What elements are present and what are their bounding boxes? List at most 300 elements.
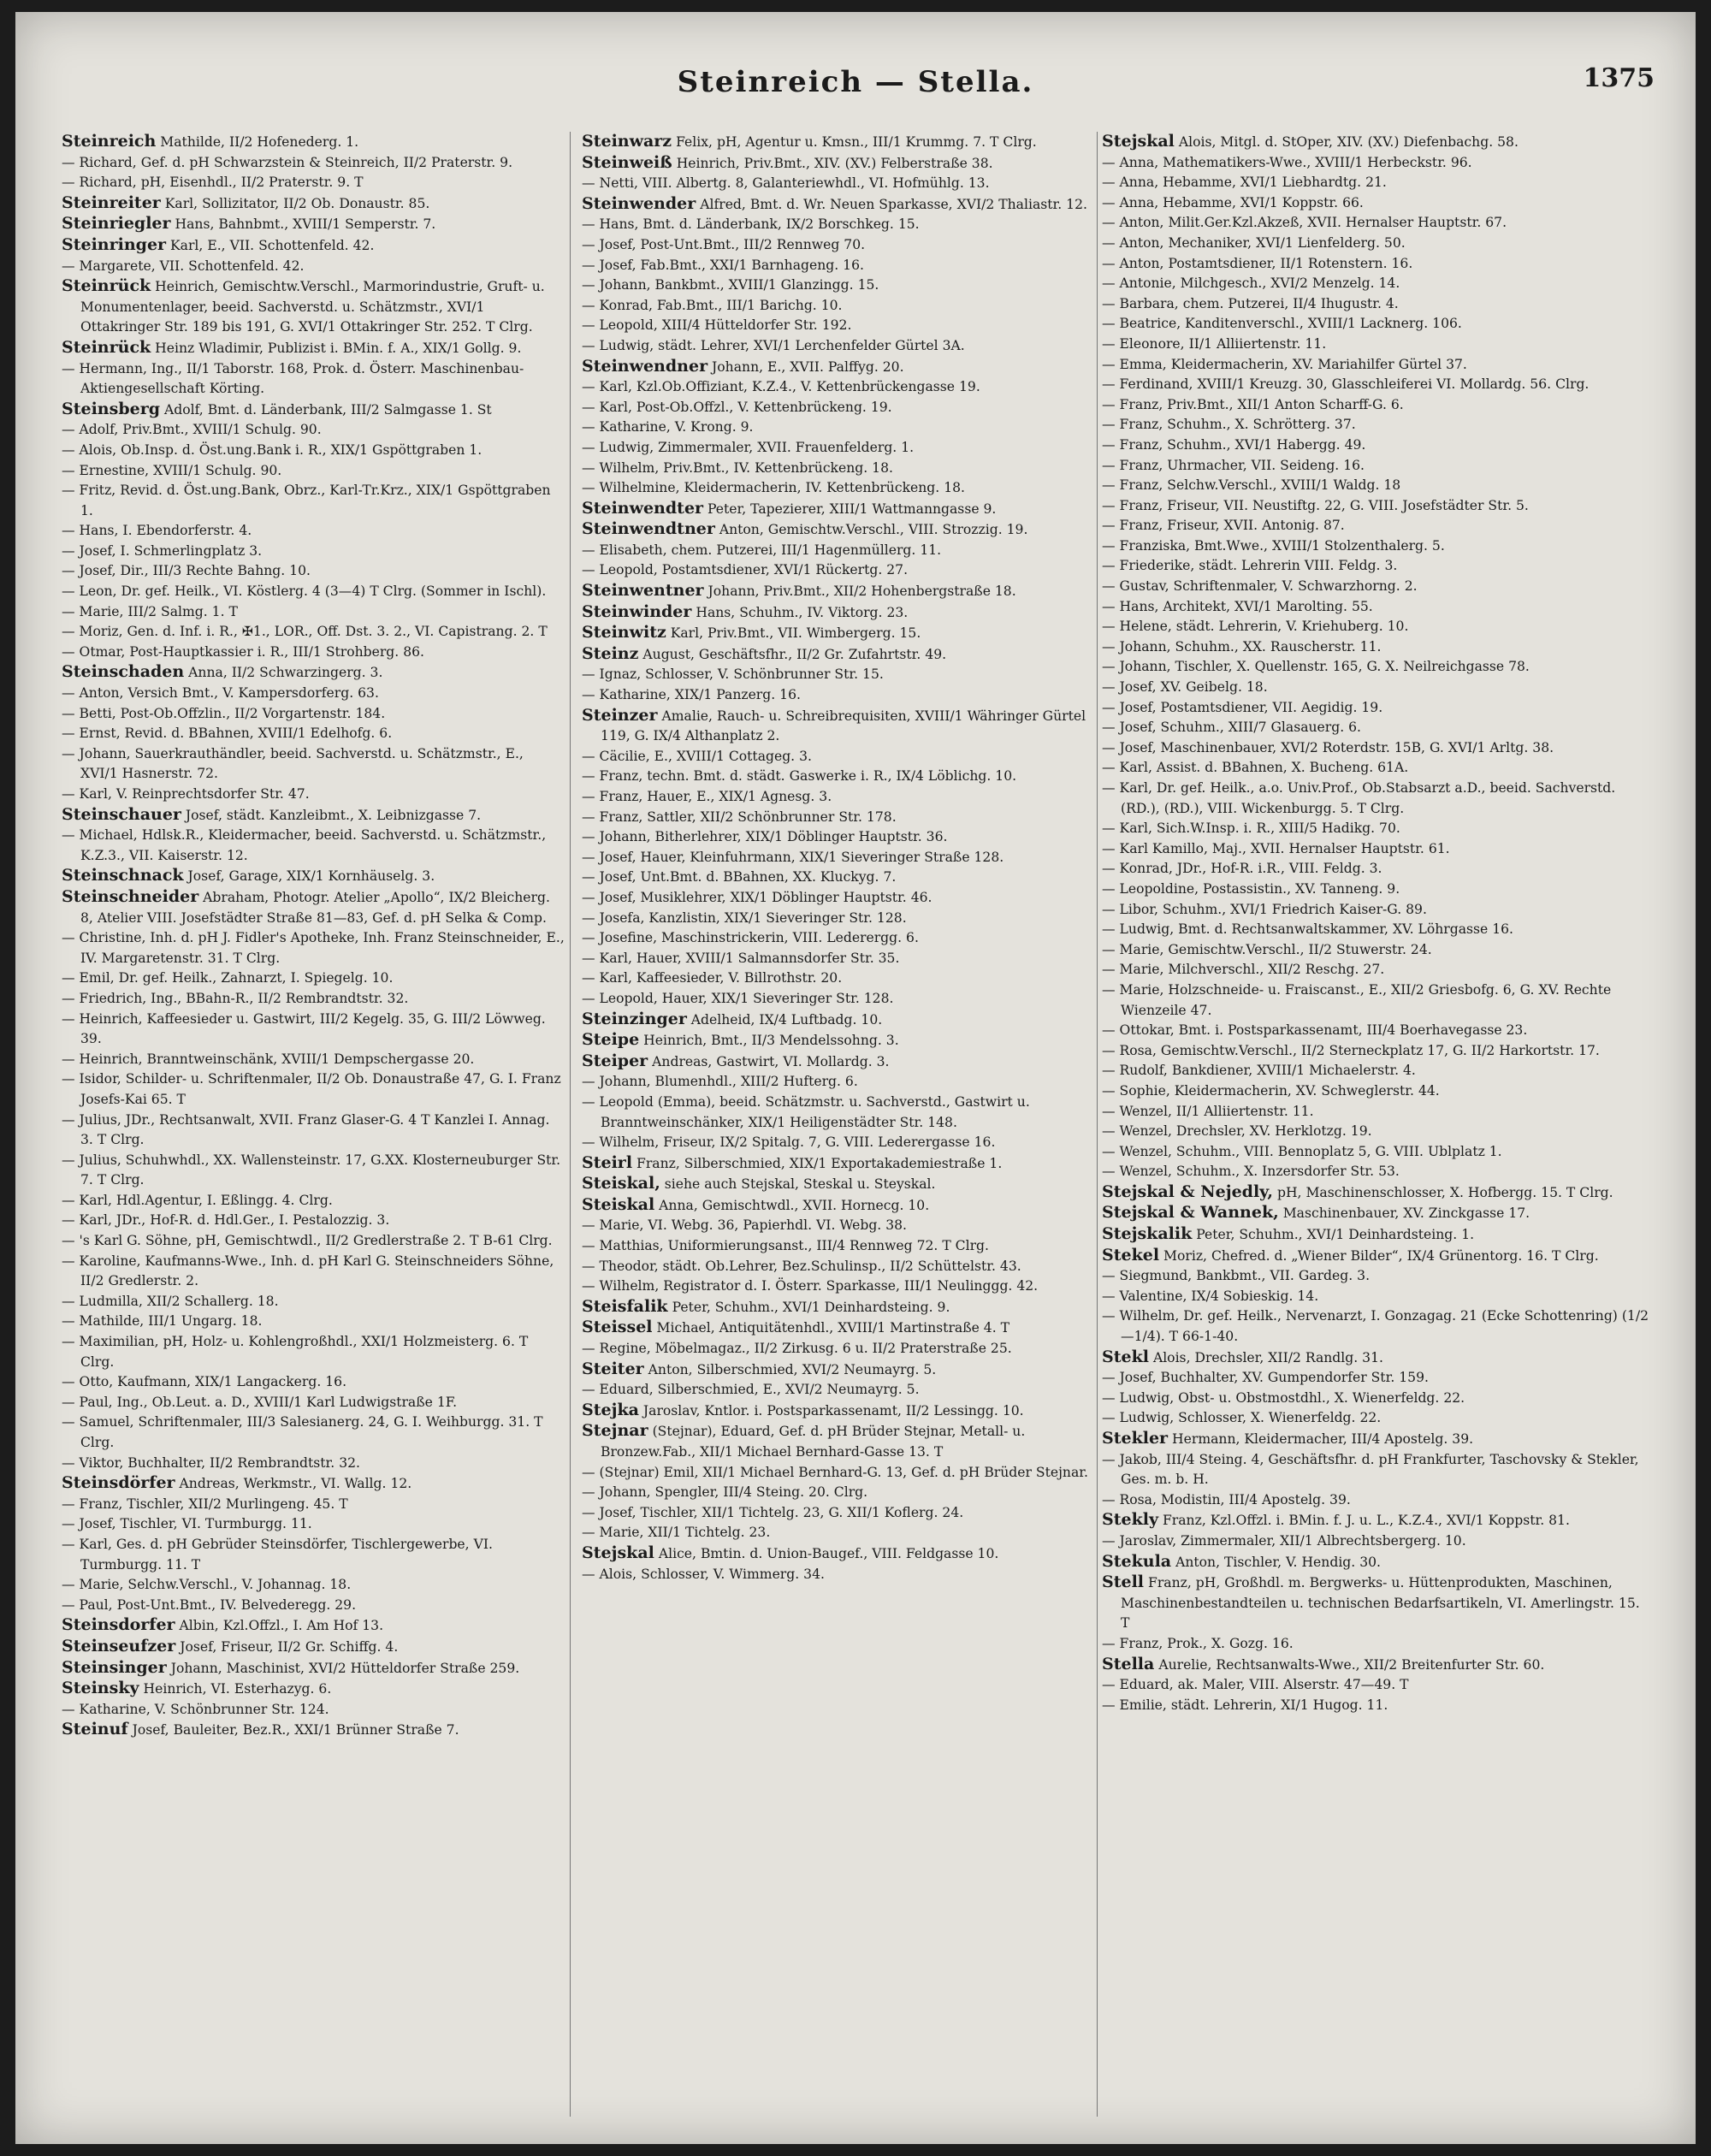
entry-details: — Wenzel, Schuhm., X. Inzersdorfer Str. 53. — [1102, 1164, 1400, 1180]
entry-details: — Richard, Gef. d. pH Schwarzstein & Steinreich, II/2 Praterstr. 9. — [62, 154, 513, 170]
entry-details: — Wenzel, Schuhm., VIII. Bennoplatz 5, G. VIII. Ublplatz 1. — [1102, 1143, 1502, 1159]
directory-entry — [62, 132, 565, 153]
directory-entry — [1102, 1696, 1649, 1716]
entry-surname: Steirl — [582, 1152, 633, 1172]
directory-entry — [62, 1211, 565, 1231]
directory-entry — [1102, 1142, 1649, 1163]
directory-entry — [582, 581, 1117, 602]
entry-details: — Katharine, V. Krong. 9. — [582, 419, 754, 435]
entry-details: — Marie, Holzschneide- u. Fraiscanst., E., XII/2 Griesbofg. 6, G. XV. Rechte Wienzeile 47. — [1102, 981, 1612, 1018]
directory-entry — [1102, 738, 1649, 759]
directory-entry — [1102, 193, 1649, 214]
directory-entry — [62, 866, 565, 887]
directory-entry — [1102, 718, 1649, 738]
entry-details: — Betti, Post-Ob.Offzlin., II/2 Vorgartenstr. 184. — [62, 705, 386, 721]
entry-details: — Paul, Post-Unt.Bmt., IV. Belvederegg. 29. — [62, 1596, 357, 1613]
directory-entry — [582, 1072, 1117, 1093]
directory-entry — [62, 662, 565, 684]
directory-entry — [62, 989, 565, 1010]
entry-surname: Steinschaden — [62, 662, 185, 682]
directory-entry — [1102, 1450, 1649, 1490]
entry-details: — Jaroslav, Zimmermaler, XII/1 Albrechtsbergerg. 10. — [1102, 1532, 1466, 1549]
directory-entry — [1102, 819, 1649, 839]
directory-entry — [62, 400, 565, 421]
directory-entry — [582, 1483, 1117, 1503]
directory-entry — [1102, 1081, 1649, 1102]
entry-details: — Ludwig, städt. Lehrer, XVI/1 Lerchenfelder Gürtel 3A. — [582, 337, 965, 353]
entry-details: Karl, E., VII. Schottenfeld. 42. — [170, 237, 375, 253]
entry-details: — Wenzel, Drechsler, XV. Herklotzg. 19. — [1102, 1123, 1372, 1140]
entry-details: Josef, Garage, XIX/1 Kornhäuselg. 3. — [187, 868, 435, 885]
entry-surname: Stella — [1102, 1654, 1155, 1673]
entry-details: — Valentine, IX/4 Sobieskig. 14. — [1102, 1288, 1319, 1304]
entry-details: — Jakob, III/4 Steing. 4, Geschäftsfhr. d. pH Frankfurter, Taschovsky & Stekler, Ges. m. b. H. — [1102, 1451, 1639, 1488]
directory-entry — [62, 481, 565, 521]
directory-entry — [1102, 1306, 1649, 1347]
directory-entry — [582, 194, 1117, 216]
entry-surname: Steinwarz — [582, 132, 672, 151]
directory-entry — [582, 275, 1117, 296]
entry-details: Franz, Silberschmied, XIX/1 Exportakademiestraße 1. — [636, 1155, 1003, 1171]
directory-entry — [582, 685, 1117, 706]
entry-details: — Josef, Schuhm., XIII/7 Glasauerg. 6. — [1102, 720, 1362, 736]
entry-details: — Franziska, Bmt.Wwe., XVIII/1 Stolzenthalerg. 5. — [1102, 537, 1445, 554]
entry-details: Maschinenbauer, XV. Zinckgasse 17. — [1282, 1205, 1530, 1222]
directory-entry — [1102, 1061, 1649, 1081]
entry-details: — Franz, Prok., X. Gozg. 16. — [1102, 1635, 1294, 1651]
entry-details: Alois, Mitgl. d. StOper, XIV. (XV.) Diefenbachg. 58. — [1178, 134, 1519, 150]
entry-details: — Marie, Selchw.Verschl., V. Johannag. 18. — [62, 1577, 352, 1593]
entry-details: — Josef, Unt.Bmt. d. BBahnen, XX. Kluckyg. 7. — [582, 869, 897, 886]
entry-surname: Steinwitz — [582, 623, 666, 643]
directory-entry — [582, 357, 1117, 378]
entry-details: — Leopold, XIII/4 Hütteldorfer Str. 192. — [582, 317, 852, 334]
directory-entry — [1102, 1102, 1649, 1122]
directory-entry — [62, 582, 565, 602]
entry-details: — Friedrich, Ing., BBahn-R., II/2 Rembrandtstr. 32. — [62, 990, 409, 1006]
entry-details: Peter, Schuhm., XVI/1 Deinhardsteing. 1. — [1196, 1227, 1475, 1243]
directory-entry — [582, 1093, 1117, 1133]
entry-details: — Marie, XII/1 Tichtelg. 23. — [582, 1525, 771, 1541]
entry-details: Johann, Maschinist, XVI/2 Hütteldorfer Straße 259. — [170, 1660, 520, 1676]
directory-entry — [582, 215, 1117, 235]
entry-surname: Stejka — [582, 1400, 639, 1419]
directory-entry — [62, 420, 565, 441]
directory-entry — [62, 643, 565, 663]
entry-surname: Steisfalik — [582, 1296, 668, 1316]
entry-details: — Josef, Fab.Bmt., XXI/1 Barnhageng. 16. — [582, 257, 864, 273]
entry-details: Alois, Drechsler, XII/2 Randlg. 31. — [1152, 1349, 1383, 1365]
entry-details: — Karl, Dr. gef. Heilk., a.o. Univ.Prof., Ob.Stabsarzt a.D., beeid. Sachverstd. (RD.), (RD.), VIII. Wickenburgg. 5. T Clrg. — [1102, 780, 1616, 816]
directory-entry — [62, 1312, 565, 1332]
directory-entry — [582, 623, 1117, 644]
directory-entry — [1102, 476, 1649, 496]
entry-details: — Leopold, Hauer, XIX/1 Sieveringer Str. 128. — [582, 990, 894, 1006]
directory-entry — [62, 928, 565, 968]
entry-details: — Josef, XV. Geibelg. 18. — [1102, 679, 1268, 696]
entry-details: — Viktor, Buchhalter, II/2 Rembrandtstr. 32. — [62, 1454, 360, 1471]
entry-details: — Franz, Schuhm., XVI/1 Habergg. 49. — [1102, 436, 1366, 453]
entry-details: Michael, Antiquitätenhdl., XVIII/1 Martinstraße 4. T — [656, 1320, 1010, 1336]
entry-details: — Otmar, Post-Hauptkassier i. R., III/1 Strohberg. 86. — [62, 643, 425, 660]
directory-entry — [582, 1359, 1117, 1381]
directory-entry — [62, 561, 565, 582]
directory-page — [15, 12, 1696, 2144]
entry-surname: Stejskal — [582, 1543, 654, 1562]
entry-details: Moriz, Chefred. d. „Wiener Bilder“, IX/4 Grünentorg. 16. T Clrg. — [1163, 1247, 1599, 1264]
entry-details: — Eduard, Silberschmied, E., XVI/2 Neumayrg. 5. — [582, 1382, 920, 1398]
entry-surname: Steinrück — [62, 276, 151, 296]
directory-entry — [62, 193, 565, 215]
entry-details: Karl, Sollizitator, II/2 Ob. Donaustr. 85. — [164, 195, 430, 211]
directory-entry — [1102, 960, 1649, 980]
directory-entry — [62, 1514, 565, 1535]
directory-entry — [1102, 1510, 1649, 1531]
entry-details: — Wilhelm, Priv.Bmt., IV. Kettenbrückeng. 18. — [582, 459, 893, 476]
directory-entry — [62, 1413, 565, 1453]
entry-details: — Josef, Maschinenbauer, XVI/2 Roterdstr. 15B, G. XVI/1 Arltg. 38. — [1102, 739, 1554, 755]
directory-entry — [62, 724, 565, 744]
directory-entry — [582, 1401, 1117, 1422]
entry-details: Mathilde, II/2 Hofenederg. 1. — [160, 134, 359, 150]
entry-surname: Stejskal — [1102, 132, 1175, 151]
entry-details: — Isidor, Schilder- u. Schriftenmaler, II/2 Ob. Donaustraße 47, G. I. Franz Josefs-Kai 65. T — [62, 1071, 561, 1107]
entry-details: Hans, Bahnbmt., XVIII/1 Semperstr. 7. — [175, 216, 436, 233]
entry-details: Josef, Bauleiter, Bez.R., XXI/1 Brünner Straße 7. — [132, 1722, 459, 1738]
entry-surname: Steinschnack — [62, 866, 184, 886]
directory-entry — [582, 519, 1117, 541]
entry-details: — Franz, Friseur, XVII. Antonig. 87. — [1102, 518, 1345, 534]
directory-entry — [1102, 1490, 1649, 1511]
directory-entry — [582, 848, 1117, 868]
directory-entry — [1102, 1041, 1649, 1062]
directory-entry — [582, 767, 1117, 787]
directory-entry — [1102, 920, 1649, 940]
directory-entry — [582, 787, 1117, 808]
entry-details: — Anton, Postamtsdiener, II/1 Rotenstern. 16. — [1102, 255, 1413, 271]
entry-details: — Wilhelm, Dr. gef. Heilk., Nervenarzt, I. Gonzagag. 21 (Ecke Schottenring) (1/2—1/4). T 66-1-40. — [1102, 1308, 1649, 1345]
entry-details: — Josef, Postamtsdiener, VII. Aegidig. 19. — [1102, 699, 1383, 715]
directory-entry — [582, 1543, 1117, 1565]
entry-surname: Steiskal — [582, 1194, 655, 1214]
directory-entry — [582, 1503, 1117, 1524]
directory-entry — [1102, 1348, 1649, 1369]
entry-details: — Emil, Dr. gef. Heilk., Zahnarzt, I. Spiegelg. 10. — [62, 970, 394, 986]
directory-entry — [62, 1069, 565, 1110]
directory-entry — [1102, 900, 1649, 921]
directory-entry — [62, 1637, 565, 1658]
directory-entry — [582, 1380, 1117, 1401]
entry-details: — Franz, Selchw.Verschl., XVIII/1 Waldg. 18 — [1102, 477, 1401, 494]
entry-details: Peter, Schuhm., XVI/1 Deinhardsteing. 9. — [672, 1299, 950, 1315]
directory-entry — [1102, 1203, 1649, 1224]
entry-details: — Ludwig, Schlosser, X. Wienerfeldg. 22. — [1102, 1410, 1382, 1426]
directory-entry — [582, 968, 1117, 989]
entry-surname: Steinsinger — [62, 1657, 167, 1677]
entry-details: — Hans, Architekt, XVI/1 Marolting. 55. — [1102, 598, 1373, 614]
directory-entry — [62, 276, 565, 338]
entry-details: — Karl, Hdl.Agentur, I. Eßlingg. 4. Clrg. — [62, 1192, 333, 1208]
directory-entry — [62, 1535, 565, 1575]
entry-details: — Anna, Mathematikers-Wwe., XVIII/1 Herbeckstr. 96. — [1102, 154, 1472, 170]
directory-entry — [1102, 657, 1649, 678]
directory-entry — [1102, 1655, 1649, 1676]
entry-details: — Ernestine, XVIII/1 Schulg. 90. — [62, 462, 282, 478]
directory-entry — [1102, 698, 1649, 719]
directory-entry — [62, 1596, 565, 1616]
directory-entry — [1102, 375, 1649, 395]
entry-details: — Maximilian, pH, Holz- u. Kohlengroßhdl., XXI/1 Holzmeisterg. 6. T Clrg. — [62, 1334, 529, 1370]
directory-entry — [1102, 617, 1649, 637]
directory-entry — [582, 1318, 1117, 1339]
entry-surname: Steiper — [582, 1051, 648, 1070]
directory-entry — [62, 359, 565, 400]
directory-entry — [582, 1030, 1117, 1051]
entry-surname: Steinwendner — [582, 356, 708, 376]
entry-details: — Paul, Ing., Ob.Leut. a. D., XVIII/1 Karl Ludwigstraße 1F. — [62, 1394, 458, 1410]
directory-entry — [1102, 1408, 1649, 1429]
directory-entry — [582, 989, 1117, 1010]
directory-entry — [582, 1421, 1117, 1462]
directory-entry — [582, 1463, 1117, 1484]
entry-details: — Richard, pH, Eisenhdl., II/2 Praterstr. 9. T — [62, 175, 364, 191]
directory-entry — [62, 1151, 565, 1191]
directory-entry — [582, 808, 1117, 828]
entry-details: — Leopold (Emma), beeid. Schätzmstr. u. Sachverstd., Gastwirt u. Branntweinschänker, XIX/1 Heiligenstädter Str. 148. — [582, 1093, 1030, 1130]
entry-details: — Hermann, Ing., II/1 Taborstr. 168, Prok. d. Österr. Maschinenbau-Aktiengesellschaft Körting. — [62, 360, 524, 397]
entry-details: — Franz, Hauer, E., XIX/1 Agnesg. 3. — [582, 789, 832, 804]
directory-entry — [1102, 1675, 1649, 1696]
entry-surname: Steinwendtner — [582, 519, 715, 539]
entry-details: — Josef, Dir., III/3 Rechte Bahng. 10. — [62, 563, 311, 579]
entry-details: — Antonie, Milchgesch., XVI/2 Menzelg. 14. — [1102, 275, 1400, 292]
entry-surname: Stejskalik — [1102, 1224, 1193, 1244]
directory-entry — [1102, 678, 1649, 698]
directory-entry — [582, 560, 1117, 581]
directory-entry — [62, 1231, 565, 1252]
entry-details: — Johann, Spengler, III/4 Steing. 20. Clrg. — [582, 1484, 868, 1501]
directory-entry — [1102, 1266, 1649, 1287]
entry-details: Anton, Gemischtw.Verschl., VIII. Strozzig. 19. — [719, 522, 1028, 538]
entry-details: Andreas, Werkmstr., VI. Wallg. 12. — [179, 1476, 412, 1492]
entry-details: — 's Karl G. Söhne, pH, Gemischtwdl., II/2 Gredlerstraße 2. T B-61 Clrg. — [62, 1233, 553, 1249]
directory-entry — [62, 622, 565, 643]
directory-entry — [582, 644, 1117, 666]
directory-entry — [582, 706, 1117, 747]
entry-details: — Rosa, Modistin, III/4 Apostelg. 39. — [1102, 1491, 1351, 1507]
entry-details: — Josef, Musiklehrer, XIX/1 Döblinger Hauptstr. 46. — [582, 889, 932, 905]
entry-details: — Hans, I. Ebendorferstr. 4. — [62, 523, 252, 539]
directory-entry — [62, 1111, 565, 1151]
entry-details: — Karl, Post-Ob.Offzl., V. Kettenbrückeng. 19. — [582, 399, 892, 415]
entry-surname: Stejskal & Wannek, — [1102, 1203, 1279, 1223]
entry-surname: Steinuf — [62, 1720, 128, 1739]
entry-details: — Ferdinand, XVIII/1 Kreuzg. 30, Glasschleiferei VI. Mollardg. 56. Clrg. — [1102, 376, 1590, 393]
directory-entry — [62, 887, 565, 928]
entry-surname: Stekel — [1102, 1245, 1160, 1265]
directory-entry — [62, 744, 565, 785]
directory-entry — [582, 336, 1117, 357]
directory-entry — [582, 418, 1117, 438]
entry-details: — Sophie, Kleidermacherin, XV. Schweglerstr. 44. — [1102, 1082, 1440, 1099]
entry-details: Alfred, Bmt. d. Wr. Neuen Sparkasse, XVI/2 Thaliastr. 12. — [700, 196, 1087, 212]
entry-surname: Steinschneider — [62, 886, 199, 906]
entry-details: — Johann, Bankbmt., XVIII/1 Glanzingg. 15. — [582, 277, 879, 293]
directory-entry — [1102, 1246, 1649, 1267]
directory-entry — [62, 684, 565, 704]
entry-details: — Helene, städt. Lehrerin, V. Kriehuberg. 10. — [1102, 619, 1409, 635]
directory-entry — [582, 153, 1117, 175]
directory-entry — [582, 459, 1117, 479]
entry-details: — Anton, Versich Bmt., V. Kampersdorferg. 63. — [62, 685, 379, 702]
entry-details: — Karl Kamillo, Maj., XVII. Hernalser Hauptstr. 61. — [1102, 840, 1450, 856]
directory-entry — [1102, 637, 1649, 658]
entry-details: — Ottokar, Bmt. i. Postsparkassenamt, III/4 Boerhavegasse 23. — [1102, 1022, 1528, 1039]
entry-details: — Friederike, städt. Lehrerin VIII. Feldg. 3. — [1102, 558, 1398, 574]
entry-details: — Siegmund, Bankbmt., VII. Gardeg. 3. — [1102, 1268, 1371, 1284]
entry-surname: Steinsdorfer — [62, 1615, 175, 1635]
entry-surname: Steinriegler — [62, 214, 171, 234]
entry-details: — Johann, Blumenhdl., XIII/2 Hufterg. 6. — [582, 1074, 858, 1090]
entry-surname: Steinwender — [582, 193, 696, 213]
directory-entry — [1102, 294, 1649, 315]
directory-entry — [62, 257, 565, 277]
entry-surname: Steinz — [582, 643, 639, 663]
entry-details: Anton, Silberschmied, XVI/2 Neumayrg. 5. — [648, 1361, 937, 1377]
directory-entry — [582, 174, 1117, 194]
entry-details: — Karl, V. Reinprechtsdorfer Str. 47. — [62, 786, 310, 802]
directory-entry — [582, 541, 1117, 561]
directory-entry — [582, 1565, 1117, 1585]
directory-entry — [582, 398, 1117, 418]
entry-details: Heinrich, Bmt., II/3 Mendelssohng. 3. — [643, 1033, 899, 1049]
entry-details: — Josefa, Kanzlistin, XIX/1 Sieveringer Str. 128. — [582, 909, 907, 926]
directory-entry — [62, 1495, 565, 1515]
directory-entry — [62, 785, 565, 805]
entry-details: Andreas, Gastwirt, VI. Mollardg. 3. — [652, 1053, 890, 1069]
directory-entry — [582, 909, 1117, 929]
entry-details: — Wilhelm, Friseur, IX/2 Spitalg. 7, G. VIII. Lederergasse 16. — [582, 1134, 996, 1151]
column-1 — [62, 132, 565, 2125]
entry-details: Albin, Kzl.Offzl., I. Am Hof 13. — [179, 1618, 384, 1634]
directory-entry — [582, 377, 1117, 398]
directory-entry — [1102, 395, 1649, 416]
entry-details: — Gustav, Schriftenmaler, V. Schwarzhorng. 2. — [1102, 578, 1418, 595]
entry-surname: Stekl — [1102, 1347, 1149, 1366]
directory-entry — [62, 1658, 565, 1679]
column-2 — [582, 132, 1117, 2125]
entry-details: pH, Maschinenschlosser, X. Hofbergg. 15. T Clrg. — [1276, 1184, 1613, 1200]
entry-surname: Steinsky — [62, 1679, 139, 1698]
directory-entry — [582, 316, 1117, 336]
directory-entry — [1102, 335, 1649, 355]
page-number: 1375 — [1583, 63, 1655, 93]
entry-details: Hans, Schuhm., IV. Viktorg. 23. — [696, 604, 909, 620]
directory-entry — [62, 1615, 565, 1637]
entry-details: (Stejnar), Eduard, Gef. d. pH Brüder Stejnar, Metall- u. Bronzew.Fab., XII/1 Michael Bernhard-Gasse 13. T — [601, 1424, 1026, 1460]
entry-details: — Regine, Möbelmagaz., II/2 Zirkusg. 6 u. II/2 Praterstraße 25. — [582, 1341, 1012, 1357]
entry-details: Heinz Wladimir, Publizist i. BMin. f. A., XIX/1 Gollg. 9. — [155, 340, 522, 356]
directory-entry — [1102, 516, 1649, 536]
directory-entry — [582, 1236, 1117, 1257]
directory-entry — [1102, 1552, 1649, 1573]
directory-entry — [62, 173, 565, 193]
directory-entry — [62, 602, 565, 623]
entry-details: — Josef, Hauer, Kleinfuhrmann, XIX/1 Sieveringer Straße 128. — [582, 849, 1004, 865]
entry-details: — Franz, Friseur, VII. Neustiftg. 22, G. VIII. Josefstädter Str. 5. — [1102, 497, 1529, 513]
directory-entry — [62, 1332, 565, 1372]
entry-details: — Otto, Kaufmann, XIX/1 Langackerg. 16. — [62, 1374, 347, 1390]
entry-surname: Steiskal, — [582, 1174, 660, 1194]
entry-details: Johann, Priv.Bmt., XII/2 Hohenbergstraße 18. — [707, 583, 1016, 600]
directory-entry — [1102, 980, 1649, 1021]
entry-details: — Emilie, städt. Lehrerin, XI/1 Hugog. 11. — [1102, 1697, 1388, 1713]
entry-surname: Stejskal & Nejedly, — [1102, 1182, 1273, 1201]
directory-entry — [62, 521, 565, 542]
entry-details: — Ludmilla, XII/2 Schallerg. 18. — [62, 1293, 279, 1309]
entry-details: Aurelie, Rechtsanwalts-Wwe., XII/2 Breitenfurter Str. 60. — [1158, 1656, 1545, 1673]
entry-details: Jaroslav, Kntlor. i. Postsparkassenamt, II/2 Lessingg. 10. — [642, 1402, 1024, 1419]
directory-entry — [62, 826, 565, 866]
entry-details: — Josef, Post-Unt.Bmt., III/2 Rennweg 70. — [582, 236, 866, 252]
entry-details: — (Stejnar) Emil, XII/1 Michael Bernhard-G. 13, Gef. d. pH Brüder Stejnar. — [582, 1464, 1088, 1480]
entry-details: — Franz, Sattler, XII/2 Schönbrunner Str. 178. — [582, 808, 897, 825]
entry-surname: Stekly — [1102, 1510, 1159, 1530]
directory-entry — [1102, 234, 1649, 254]
directory-entry — [62, 441, 565, 461]
entry-details: — Karoline, Kaufmanns-Wwe., Inh. d. pH Karl G. Steinschneiders Söhne, II/2 Gredlerstr. 2. — [62, 1253, 554, 1289]
entry-details: — Samuel, Schriftenmaler, III/3 Salesianerg. 24, G. I. Weihburgg. 31. T Clrg. — [62, 1414, 543, 1450]
entry-details: Karl, Priv.Bmt., VII. Wimbergerg. 15. — [670, 625, 921, 642]
entry-surname: Steissel — [582, 1318, 653, 1337]
entry-details: — Josef, Tischler, VI. Turmburgg. 11. — [62, 1516, 312, 1532]
entry-details: — Netti, VIII. Albertg. 8, Galanteriewhdl., VI. Hofmühlg. 13. — [582, 175, 990, 192]
directory-entry — [582, 949, 1117, 969]
entry-details: — Josef, Tischler, XII/1 Tichtelg. 23, G. XII/1 Koflerg. 24. — [582, 1504, 964, 1520]
directory-entry — [582, 928, 1117, 949]
directory-entry — [582, 1133, 1117, 1153]
entry-surname: Steiter — [582, 1359, 644, 1378]
entry-details: — Ludwig, Bmt. d. Rechtsanwaltskammer, XV. Löhrgasse 16. — [1102, 921, 1513, 938]
entry-details: — Libor, Schuhm., XVI/1 Friedrich Kaiser-G. 89. — [1102, 901, 1427, 917]
entry-details: — Franz, techn. Bmt. d. städt. Gaswerke i. R., IX/4 Löblichg. 10. — [582, 768, 1017, 785]
directory-entry — [1102, 1182, 1649, 1204]
entry-surname: Steipe — [582, 1030, 640, 1050]
directory-entry — [1102, 1429, 1649, 1450]
directory-entry — [1102, 1531, 1649, 1552]
directory-entry — [1102, 173, 1649, 193]
directory-entry — [582, 827, 1117, 848]
directory-entry — [582, 478, 1117, 499]
entry-details: — Franz, Uhrmacher, VII. Seideng. 16. — [1102, 457, 1365, 473]
directory-entry — [1102, 779, 1649, 819]
entry-details: — Karl, Assist. d. BBahnen, X. Bucheng. 61A. — [1102, 760, 1409, 776]
directory-entry — [62, 338, 565, 359]
entry-surname: Steinwentner — [582, 581, 704, 601]
entry-details: — Franz, Tischler, XII/2 Murlingeng. 45. T — [62, 1496, 348, 1512]
entry-details: Anna, Gemischtwdl., XVII. Hornecg. 10. — [659, 1197, 930, 1213]
entry-details: — Anna, Hebamme, XVI/1 Koppstr. 66. — [1102, 194, 1364, 210]
entry-details: Heinrich, VI. Esterhazyg. 6. — [143, 1681, 332, 1697]
entry-surname: Steinweiß — [582, 152, 672, 172]
directory-entry — [62, 1700, 565, 1721]
directory-entry — [62, 1473, 565, 1495]
entry-details: — Konrad, Fab.Bmt., III/1 Barichg. 10. — [582, 297, 843, 313]
directory-entry — [62, 153, 565, 174]
entry-details: Josef, städt. Kanzleibmt., X. Leibnizgasse 7. — [185, 807, 482, 823]
directory-entry — [62, 1191, 565, 1211]
directory-entry — [582, 1339, 1117, 1359]
